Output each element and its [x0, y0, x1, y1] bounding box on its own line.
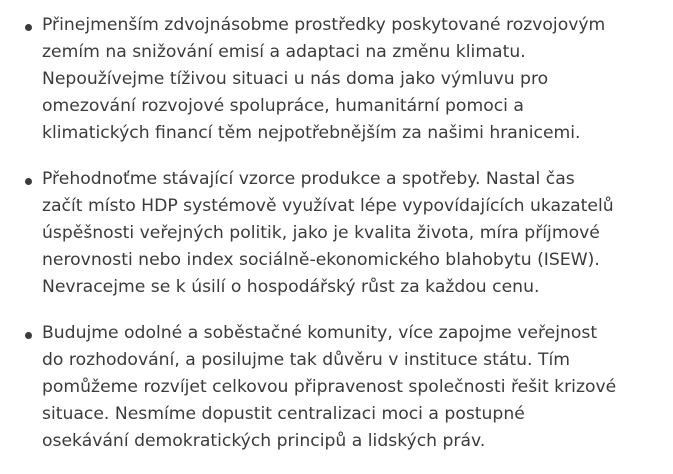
text-line: Přehodnoťme stávající vzorce produkce a spotřeby. Nastal čas [42, 169, 575, 189]
text-line: začít místo HDP systémově využívat lépe vypovídajících ukazatelů [42, 196, 614, 216]
text-line: Přinejmenším zdvojnásobme prostředky poskytované rozvojovým [42, 15, 606, 35]
bullet-dot-icon [25, 178, 32, 185]
list-item [0, 320, 673, 455]
text-line: osekávání demokratických principů a lidských práv. [42, 431, 486, 451]
bullet-dot-icon [25, 332, 32, 339]
text-line: pomůžeme rozvíjet celkovou připravenost společnosti řešit krizové [42, 377, 617, 397]
list-item [0, 12, 673, 147]
text-line: omezování rozvojové spolupráce, humanitární pomoci a [42, 96, 524, 116]
text-line: Budujme odolné a soběstačné komunity, více zapojme veřejnost [42, 323, 598, 343]
text-line: do rozhodování, a posilujme tak důvěru v instituce státu. Tím [42, 350, 570, 370]
text-line: úspěšnosti veřejných politik, jako je kvalita života, míra příjmové [42, 223, 600, 243]
bullet-dot-icon [25, 24, 32, 31]
text-line: Nepoužívejme tíživou situaci u nás doma jako výmluvu pro [42, 69, 549, 89]
text-line: Nevracejme se k úsilí o hospodářský růst za každou cenu. [42, 277, 540, 297]
text-line: zemím na snižování emisí a adaptaci na změnu klimatu. [42, 42, 526, 62]
bullet-list [0, 12, 673, 474]
text-line: klimatických financí těm nejpotřebnějším za našimi hranicemi. [42, 123, 581, 143]
text-line: nerovnosti nebo index sociálně-ekonomického blahobytu (ISEW). [42, 250, 600, 270]
text-line: situace. Nesmíme dopustit centralizaci moci a postupné [42, 404, 525, 424]
list-item [0, 166, 673, 301]
